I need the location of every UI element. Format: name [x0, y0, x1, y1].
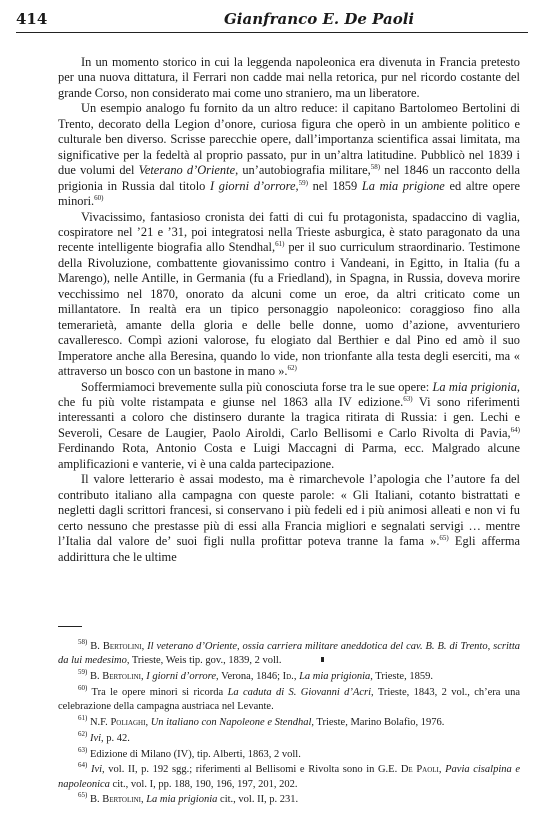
- text-run: ,: [145, 716, 151, 728]
- paragraph: [58, 210, 520, 380]
- text-run: Tra le opere minori si ricorda: [87, 686, 228, 698]
- text-run: , vol. II, p. 192 sgg.; riferimenti al Bellisomi e Rivolta sono in G.E.: [102, 764, 401, 776]
- footnote-ref: 61): [275, 240, 285, 249]
- italic-text: Un italiano con Napoleone e Stendhal: [150, 716, 312, 728]
- text-run: ,: [141, 641, 148, 652]
- italic-text: La mia prigione: [361, 178, 445, 193]
- footnotes: [58, 640, 520, 808]
- text-run: per il suo curriculum straordinario. Testimone della Rivoluzione, combattente giovanissimo contro i Vandeani, in Egitto, in Italia (fu a Marengo), nelle Antille, in Germania (fu a Friedland), in Spagna, in Russia, doveva morire vecchissimo nel 1870, onorato da alcuni come un eroe, da altri criticato come un millantatore. In realtà era un tipico personaggio napoleonico: coraggioso fino alla temerarietà, amante della gloria e delle belle donne, uomo d’azione, avventuriero cavalleresco. Compì azioni valorose, fu elogiato dal Berthier e dal Pino ed amò il suo Imperatore anche alla Beresina, quando lo vide, non trionfante alla testa degli eserciti, ma « attraverso un bosco con un bastone in mano ».: [58, 240, 520, 379]
- italic-text: Veterano d’Oriente: [138, 163, 236, 178]
- italic-text: Pavia cisalpina e napoleonica: [58, 764, 521, 790]
- italic-text: I giorni d’orrore,: [210, 178, 299, 193]
- italic-text: La caduta di S. Giovanni d’Acri: [227, 686, 372, 698]
- text-run: cit., vol. I, pp. 188, 190, 196, 197, 201, 202.: [109, 778, 298, 790]
- text-run: B.: [87, 641, 103, 652]
- footnote-rule: [58, 626, 82, 627]
- text-run: , p. 42.: [101, 732, 130, 744]
- footnote-ref: 59): [298, 178, 308, 187]
- italic-text: I giorni d’orrore: [146, 671, 217, 683]
- italic-text: La mia prigionia: [432, 379, 517, 394]
- footnote-ref: 65): [78, 791, 88, 800]
- text-run: nel 1846 un racconto della prigionia in Russia dal titolo: [58, 163, 521, 193]
- paragraph: [58, 101, 520, 209]
- footnote: [58, 640, 520, 669]
- footnote: [58, 729, 520, 746]
- text-run: Un esempio analogo fu fornito da un altro reduce: il capitano Bartolomeo Bertolini di Trento, decorato della Legion d’onore, curiosa figura che operò in un ambiente politico e culturale ben diverso. Scrisse parecchie opere, dall’importanza scientifica assai limitata, ma significative per la fedeltà al proprio passato, pur in un’altra latitudine. Pubblicò nel 1839 i due volumi del: [58, 101, 520, 178]
- footnote: [58, 670, 520, 684]
- page-number: 414: [16, 10, 48, 28]
- page-header: [16, 10, 528, 33]
- footnote: [58, 683, 520, 715]
- text-run: , Trieste, Marino Bolafio, 1976.: [311, 716, 445, 728]
- footnote: [58, 745, 520, 762]
- text-run: In un momento storico in cui la leggenda napoleonica era divenuta in Francia pretesto per una nuova dittatura, il Ferrari non cadde mai nella retorica, pur nel ricordo costante del grande Corso, non considerato mai come uno straniero, ma un liberatore.: [58, 55, 520, 100]
- author-name: De Paoli: [400, 764, 439, 776]
- body-text: [58, 55, 520, 565]
- footnote-ref: 60): [78, 683, 88, 692]
- text-run: nel 1859: [307, 178, 362, 193]
- text-run: ,: [293, 671, 300, 683]
- footnote: [58, 763, 520, 792]
- text-run: Il valore letterario è assai modesto, ma è rimarchevole l’apologia che l’autore fa del contributo italiano alla campagna con queste parole: « Gli Italiani, cotanto bistrattati e negletti dagli scrittori francesi, si conservano i più fedeli ed i più animosi alleati e non vi fu certo nessuno che prestasse più di essi alla Francia migliori e segnalati servigi … mentre l’Italia dal valore de’ suoi figli nulla profittar poteva tranne la fama ».: [58, 472, 520, 549]
- text-run: ,: [140, 794, 147, 806]
- footnote-ref: 62): [78, 729, 88, 738]
- footnote: [58, 793, 520, 807]
- text-run: ,: [140, 671, 147, 683]
- footnote-ref: 60): [94, 194, 104, 203]
- author-name: Id.: [282, 671, 294, 683]
- text-run: Vi sono riferimenti interessanti a coloro che distinsero durante la tragica ritirata di Russia: i gen. Lechi e Severoli, Cesare de Laugier, Paolo Airoldi, Carlo Bellisomi e Carlo Rivolta di Pavia,: [58, 394, 520, 440]
- text-run: , Trieste, Weis tip. gov., 1839, 2 voll.: [126, 655, 282, 667]
- author-name: Poliaghi: [110, 716, 146, 728]
- text-run: cit., vol. II, p. 231.: [217, 794, 299, 806]
- text-run: , Trieste, 1859.: [370, 671, 433, 683]
- paragraph: [58, 55, 520, 101]
- text-run: , Verona, 1846;: [216, 671, 283, 683]
- footnote-ref: 59): [78, 668, 88, 677]
- footnote-ref: 58): [370, 163, 381, 172]
- italic-text: Ivi: [90, 764, 103, 776]
- text-run: , un’autobiografia militare,: [235, 163, 371, 178]
- author-name: Bertolini: [102, 641, 142, 652]
- text-run: N.F.: [87, 716, 111, 728]
- text-run: , che fu più volte ristampata e giunse nel 1863 alla IV edizione.: [58, 379, 520, 409]
- footnote-ref: 62): [287, 364, 297, 373]
- author-name: Bertolini: [102, 671, 141, 683]
- paragraph: [58, 472, 520, 565]
- text-run: , Trieste, 1843, 2 vol., ch’era una celebrazione della campagna austriaca nel Levante.: [58, 686, 520, 713]
- italic-text: La mia prigionia: [299, 671, 371, 683]
- footnote-ref: 65): [439, 534, 449, 543]
- footnote-ref: 64): [510, 425, 520, 434]
- italic-text: Il veterano d’Oriente, ossia carriera militare aneddotica del cav. B. B. di Trento, scritta da lui medesimo: [58, 641, 520, 667]
- text-run: ,: [438, 764, 446, 776]
- paragraph: [58, 380, 520, 473]
- footnote-ref: 63): [403, 394, 413, 403]
- italic-text: La mia prigionia: [146, 794, 218, 806]
- footnote-ref: 64): [78, 761, 88, 770]
- text-run: Ferdinando Rota, Antonio Costa e Luigi Maccagni di Parma, ecc. Malgrado alcune amplificazioni e vanterie, vi è una calda partecipazione.: [58, 441, 520, 471]
- footnote: [58, 713, 520, 730]
- text-run: Soffermiamoci brevemente sulla più conosciuta forse tra le sue opere:: [81, 379, 433, 394]
- text-run: Egli afferma addirittura che le ultime: [58, 534, 520, 564]
- footnote-ref: 61): [78, 713, 88, 722]
- text-run: Vivacissimo, fantasioso cronista dei fatti di cui fu protagonista, spadaccino di vaglia, cospiratore nel ’21 e ’31, poi integratosi nella Trieste asburgica, è stato paragonato da una recente intelligente biografia allo Stendhal,: [58, 209, 520, 255]
- italic-text: Ivi: [89, 732, 102, 744]
- text-run: Edizione di Milano (IV), tip. Alberti, 1863, 2 voll.: [87, 748, 301, 760]
- running-head: Gianfranco E. De Paoli: [224, 10, 415, 28]
- footnote-ref: 63): [78, 745, 88, 754]
- footnote-ref: 58): [78, 638, 88, 646]
- author-name: Bertolini: [102, 794, 141, 806]
- text-run: B.: [87, 671, 103, 683]
- ink-mark: [321, 657, 324, 662]
- text-run: B.: [87, 794, 103, 806]
- text-run: ed altre opere minori.: [58, 178, 520, 209]
